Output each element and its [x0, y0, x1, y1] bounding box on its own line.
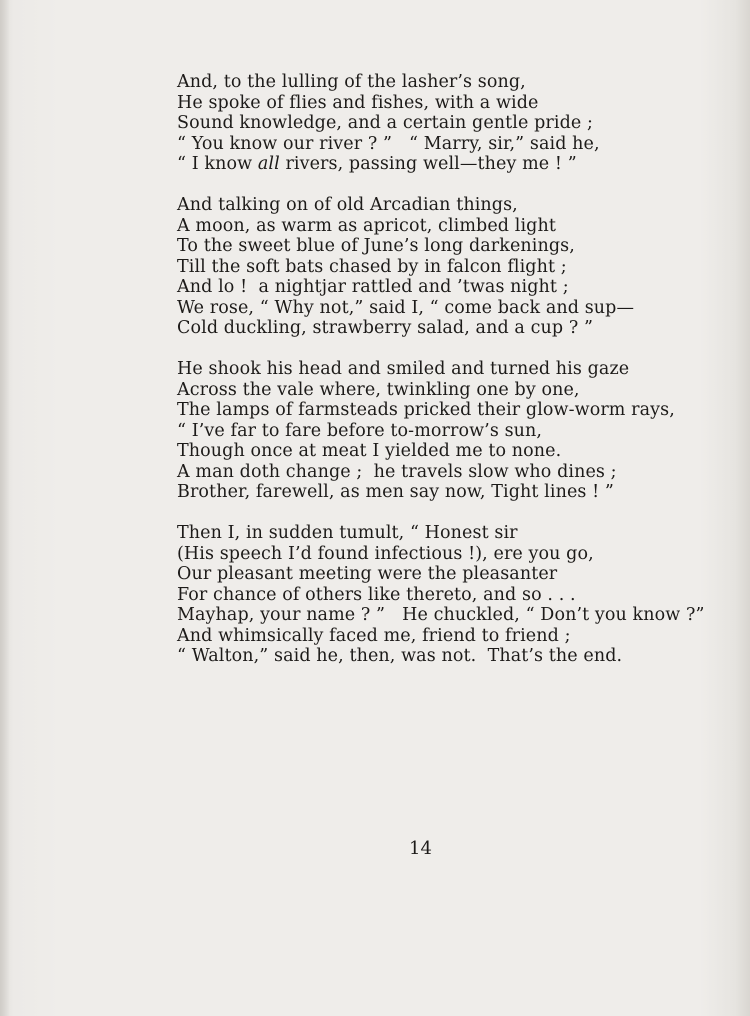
poem-body: [177, 72, 737, 687]
poem-line: Mayhap, your name ? ” He chuckled, “ Don’t you know ?”: [177, 605, 705, 625]
poem-line: He shook his head and smiled and turned his gaze: [177, 359, 630, 379]
stanza-3: [177, 359, 737, 503]
poem-line: “ I’ve far to fare before to-morrow’s sun,: [177, 420, 543, 441]
stanza-1: [177, 72, 737, 175]
emphasis: all: [257, 154, 280, 174]
poem-line: Then I, in sudden tumult, “ Honest sir: [177, 523, 518, 543]
poem-line: Though once at meat I yielded me to none.: [177, 441, 562, 461]
page-number: 14: [409, 838, 432, 859]
poem-line: We rose, “ Why not,” said I, “ come back and sup—: [177, 297, 635, 318]
poem-line: A moon, as warm as apricot, climbed light: [177, 215, 556, 236]
poem-line: Across the vale where, twinkling one by one,: [177, 379, 580, 400]
poem-line: Sound knowledge, and a certain gentle pride ;: [177, 113, 594, 133]
poem-line: To the sweet blue of June’s long darkenings,: [177, 236, 575, 256]
page-gutter: [0, 0, 10, 1016]
poem-line: Till the soft bats chased by in falcon flight ;: [177, 256, 567, 277]
poem-line: “ You know our river ? ” “ Marry, sir,” said he,: [177, 133, 600, 154]
poem-line: Cold duckling, strawberry salad, and a cup ? ”: [177, 318, 594, 338]
poem-line: (His speech I’d found infectious !), ere you go,: [177, 543, 594, 564]
poem-line: For chance of others like thereto, and so . . .: [177, 584, 576, 605]
poem-line: And lo ! a nightjar rattled and ’twas night ;: [177, 277, 569, 297]
poem-line: He spoke of flies and fishes, with a wide: [177, 92, 539, 113]
poem-line: The lamps of farmsteads pricked their glow-worm rays,: [177, 400, 675, 420]
poem-line: “ Walton,” said he, then, was not. That’s the end.: [177, 646, 623, 666]
poem-line: Our pleasant meeting were the pleasanter: [177, 564, 558, 584]
poem-line: And whimsically faced me, friend to friend ;: [177, 625, 571, 646]
stanza-2: [177, 195, 737, 339]
poem-line: “ I know all rivers, passing well—they me ! ”: [177, 154, 577, 174]
poem-line: A man doth change ; he travels slow who dines ;: [177, 461, 617, 482]
poem-line: And, to the lulling of the lasher’s song,: [177, 72, 526, 92]
poem-line: And talking on of old Arcadian things,: [177, 195, 518, 215]
stanza-4: [177, 523, 737, 667]
poem-line: Brother, farewell, as men say now, Tight lines ! ”: [177, 482, 614, 502]
